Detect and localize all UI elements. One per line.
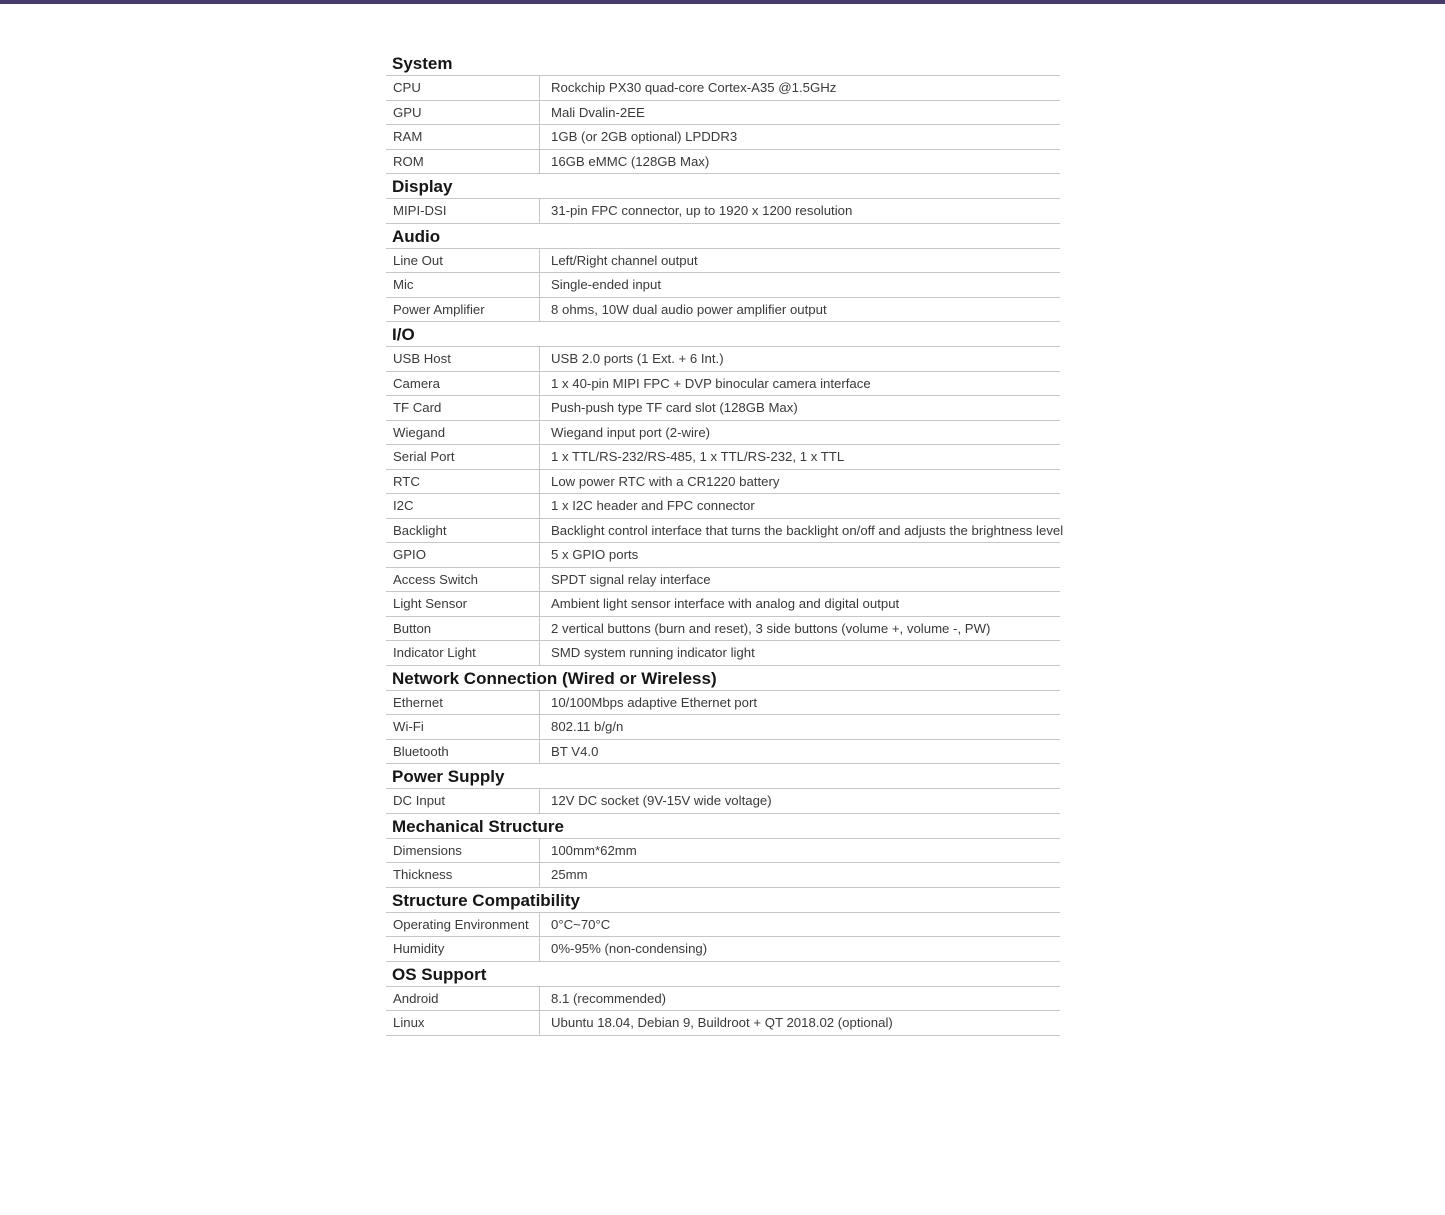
- spec-table: [386, 51, 1064, 1036]
- spec-label: USB Host: [386, 347, 540, 371]
- spec-row: [386, 347, 1060, 372]
- spec-label: Button: [386, 617, 540, 641]
- spec-label: Mic: [386, 273, 540, 297]
- spec-row: [386, 421, 1060, 446]
- section-rows: [386, 839, 1060, 888]
- section-rows: [386, 76, 1060, 174]
- spec-row: [386, 863, 1060, 888]
- spec-row: [386, 592, 1060, 617]
- spec-value: Push-push type TF card slot (128GB Max): [551, 400, 798, 416]
- spec-label: GPIO: [386, 543, 540, 567]
- spec-section: [386, 174, 1060, 224]
- spec-value: 12V DC socket (9V-15V wide voltage): [551, 793, 772, 809]
- spec-row: [386, 150, 1060, 175]
- spec-value: 8.1 (recommended): [551, 990, 667, 1006]
- spec-value: 1 x TTL/RS-232/RS-485, 1 x TTL/RS-232, 1 x TTL: [551, 449, 845, 465]
- spec-section: [386, 322, 1064, 666]
- section-header: System: [386, 51, 1060, 76]
- spec-label: Android: [386, 987, 540, 1011]
- spec-label: Power Amplifier: [386, 298, 540, 322]
- spec-value: BT V4.0: [551, 743, 599, 759]
- spec-label: TF Card: [386, 396, 540, 420]
- spec-label: RTC: [386, 470, 540, 494]
- spec-row: [386, 715, 1060, 740]
- spec-value: 0%-95% (non-condensing): [551, 941, 708, 957]
- spec-label: Indicator Light: [386, 641, 540, 665]
- spec-value: 5 x GPIO ports: [551, 547, 639, 563]
- section-rows: [386, 987, 1060, 1036]
- spec-value: 0°C~70°C: [551, 916, 611, 932]
- spec-value: 1GB (or 2GB optional) LPDDR3: [551, 129, 738, 145]
- section-rows: [386, 789, 1060, 814]
- section-header: Audio: [386, 224, 1060, 249]
- spec-row: [386, 372, 1060, 397]
- spec-value: Low power RTC with a CR1220 battery: [551, 473, 780, 489]
- spec-label: Operating Environment: [386, 913, 540, 937]
- spec-row: [386, 249, 1060, 274]
- spec-section: [386, 764, 1060, 814]
- spec-value: Ubuntu 18.04, Debian 9, Buildroot + QT 2018.02 (optional): [551, 1015, 893, 1031]
- spec-value: Mali Dvalin-2EE: [551, 104, 645, 120]
- spec-row: [386, 913, 1060, 938]
- spec-row: [386, 445, 1060, 470]
- spec-value: Wiegand input port (2-wire): [551, 424, 711, 440]
- spec-label: Serial Port: [386, 445, 540, 469]
- spec-section: [386, 51, 1060, 174]
- top-accent-bar: [0, 0, 1445, 4]
- spec-label: Linux: [386, 1011, 540, 1035]
- spec-row: [386, 839, 1060, 864]
- spec-section: [386, 224, 1060, 323]
- section-rows: [386, 913, 1060, 962]
- spec-value: 1 x 40-pin MIPI FPC + DVP binocular camera interface: [551, 375, 871, 391]
- spec-label: RAM: [386, 125, 540, 149]
- spec-label: Wi-Fi: [386, 715, 540, 739]
- section-rows: [386, 347, 1064, 666]
- spec-row: [386, 789, 1060, 814]
- spec-label: Line Out: [386, 249, 540, 273]
- spec-row: [386, 470, 1060, 495]
- spec-section: [386, 814, 1060, 888]
- spec-value: Ambient light sensor interface with analog and digital output: [551, 596, 900, 612]
- spec-label: Humidity: [386, 937, 540, 961]
- spec-row: [386, 125, 1060, 150]
- spec-label: Backlight: [386, 519, 540, 543]
- spec-row: [386, 519, 1064, 544]
- spec-row: [386, 298, 1060, 323]
- spec-row: [386, 494, 1060, 519]
- spec-label: Wiegand: [386, 421, 540, 445]
- section-rows: [386, 691, 1060, 765]
- spec-value: 10/100Mbps adaptive Ethernet port: [551, 694, 758, 710]
- spec-row: [386, 1011, 1060, 1036]
- spec-value: 802.11 b/g/n: [551, 719, 624, 735]
- section-header: Network Connection (Wired or Wireless): [386, 666, 1060, 691]
- spec-value: 2 vertical buttons (burn and reset), 3 side buttons (volume +, volume -, PW): [551, 620, 991, 636]
- section-header: Mechanical Structure: [386, 814, 1060, 839]
- spec-label: I2C: [386, 494, 540, 518]
- spec-label: ROM: [386, 150, 540, 174]
- spec-row: [386, 76, 1060, 101]
- spec-label: Bluetooth: [386, 740, 540, 764]
- spec-row: [386, 641, 1060, 666]
- spec-value: Single-ended input: [551, 277, 661, 293]
- spec-value: USB 2.0 ports (1 Ext. + 6 Int.): [551, 351, 724, 367]
- section-header: Power Supply: [386, 764, 1060, 789]
- spec-label: GPU: [386, 101, 540, 125]
- spec-value: 16GB eMMC (128GB Max): [551, 153, 710, 169]
- spec-row: [386, 101, 1060, 126]
- spec-row: [386, 543, 1060, 568]
- section-header: Structure Compatibility: [386, 888, 1060, 913]
- spec-value: 100mm*62mm: [551, 842, 637, 858]
- section-header: I/O: [386, 322, 1060, 347]
- spec-label: Ethernet: [386, 691, 540, 715]
- spec-value: Backlight control interface that turns the backlight on/off and adjusts the brightness level: [551, 522, 1064, 538]
- spec-row: [386, 691, 1060, 716]
- section-rows: [386, 249, 1060, 323]
- spec-row: [386, 273, 1060, 298]
- spec-value: Left/Right channel output: [551, 252, 698, 268]
- spec-row: [386, 987, 1060, 1012]
- spec-value: SPDT signal relay interface: [551, 571, 711, 587]
- spec-section: [386, 666, 1060, 765]
- spec-label: DC Input: [386, 789, 540, 813]
- spec-label: MIPI-DSI: [386, 199, 540, 223]
- spec-value: 1 x I2C header and FPC connector: [551, 498, 755, 514]
- spec-label: Camera: [386, 372, 540, 396]
- spec-row: [386, 740, 1060, 765]
- spec-section: [386, 888, 1060, 962]
- spec-label: Access Switch: [386, 568, 540, 592]
- spec-value: 8 ohms, 10W dual audio power amplifier output: [551, 301, 827, 317]
- spec-value: 31-pin FPC connector, up to 1920 x 1200 resolution: [551, 203, 853, 219]
- section-header: OS Support: [386, 962, 1060, 987]
- spec-row: [386, 568, 1060, 593]
- spec-label: Dimensions: [386, 839, 540, 863]
- spec-value: 25mm: [551, 867, 588, 883]
- spec-row: [386, 396, 1060, 421]
- section-header: Display: [386, 174, 1060, 199]
- spec-label: Thickness: [386, 863, 540, 887]
- spec-row: [386, 937, 1060, 962]
- spec-label: CPU: [386, 76, 540, 100]
- section-rows: [386, 199, 1060, 224]
- spec-section: [386, 962, 1060, 1036]
- spec-row: [386, 617, 1060, 642]
- spec-value: SMD system running indicator light: [551, 645, 755, 661]
- spec-row: [386, 199, 1060, 224]
- spec-value: Rockchip PX30 quad-core Cortex-A35 @1.5GHz: [551, 80, 837, 96]
- spec-label: Light Sensor: [386, 592, 540, 616]
